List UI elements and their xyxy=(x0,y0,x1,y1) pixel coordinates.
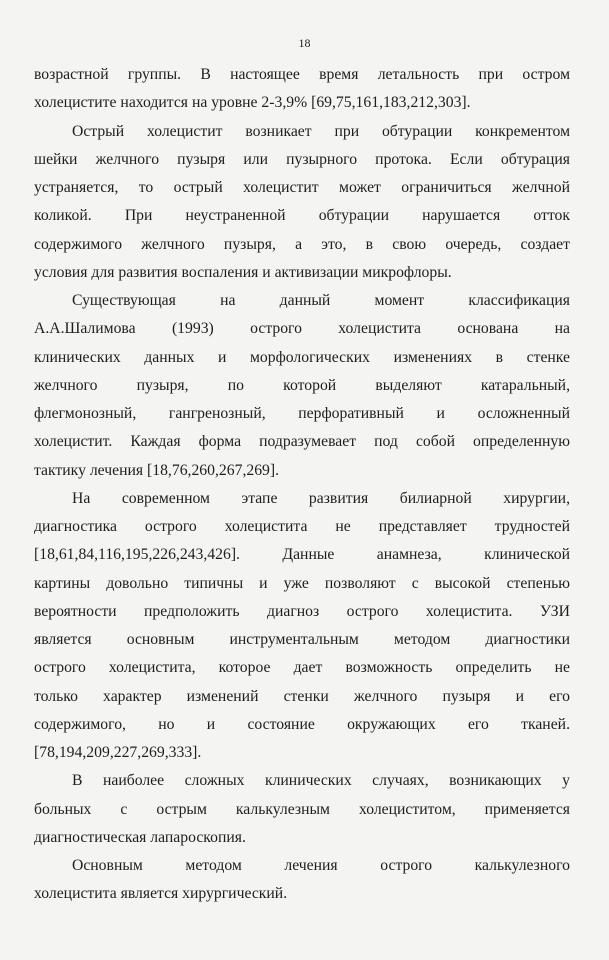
text-line: больных с острым калькулезным холециститом, применяется xyxy=(34,800,570,818)
text-line: условия для развития воспаления и активизации микрофлоры. xyxy=(34,263,452,281)
text-line: флегмонозный, гангренозный, перфоративный и осложненный xyxy=(34,405,570,422)
text-line: содержимого, но и состояние окружающих его тканей. xyxy=(34,715,570,733)
page-number: 18 xyxy=(298,36,311,50)
text-line: вероятности предположить диагноз острого холецистита. УЗИ xyxy=(34,602,570,620)
text-line: Существующая на данный момент классификация xyxy=(72,292,570,309)
text-line: Острый холецистит возникает при обтурации конкрементом xyxy=(72,122,570,140)
text-line: [78,194,209,227,269,333]. xyxy=(34,744,202,761)
text-line: содержимого желчного пузыря, а это, в свою очередь, создает xyxy=(34,235,570,253)
paragraph xyxy=(34,118,570,288)
text-line: В наиболее сложных клинических случаях, возникающих у xyxy=(72,772,570,790)
text-line: [18,61,84,116,195,226,243,426]. Данные анамнеза, клинической xyxy=(34,546,570,564)
text-line: диагностика острого холецистита не представляет трудностей xyxy=(34,518,570,535)
text-line: коликой. При неустраненной обтурации нарушается отток xyxy=(34,207,570,225)
paragraph xyxy=(34,287,570,485)
text-line: желчного пузыря, по которой выделяют катаральный, xyxy=(34,376,570,394)
paragraph xyxy=(34,61,570,118)
text-line: диагностическая лапароскопия. xyxy=(34,828,246,846)
text-line: шейки желчного пузыря или пузырного протока. Если обтурация xyxy=(34,150,570,168)
paragraph xyxy=(34,852,570,909)
text-line: тактику лечения [18,76,260,267,269]. xyxy=(34,461,280,479)
text-line: холецистит. Каждая форма подразумевает под собой определенную xyxy=(34,433,570,451)
text-line: холецистите находится на уровне 2-3,9% [69,75,161,183,212,303]. xyxy=(34,94,471,112)
text-line: только характер изменений стенки желчного пузыря и его xyxy=(34,687,570,705)
text-line: холецистита является хирургический. xyxy=(34,885,288,903)
body-text xyxy=(34,61,570,909)
text-line: А.А.Шалимова (1993) острого холецистита основана на xyxy=(34,320,570,338)
text-line: устраняется, то острый холецистит может ограничиться желчной xyxy=(34,179,570,196)
text-line: картины довольно типичны и уже позволяют с высокой степенью xyxy=(34,574,570,592)
text-line: клинических данных и морфологических изменениях в стенке xyxy=(34,348,570,366)
text-line: Основным методом лечения острого калькулезного xyxy=(72,857,570,874)
text-line: возрастной группы. В настоящее время летальность при остром xyxy=(34,66,570,83)
paragraph xyxy=(34,767,570,852)
text-line: На современном этапе развития билиарной хирургии, xyxy=(72,489,570,507)
paragraph xyxy=(34,485,570,768)
text-line: острого холецистита, которое дает возможность определить не xyxy=(34,659,570,677)
text-line: является основным инструментальным методом диагностики xyxy=(34,631,570,648)
